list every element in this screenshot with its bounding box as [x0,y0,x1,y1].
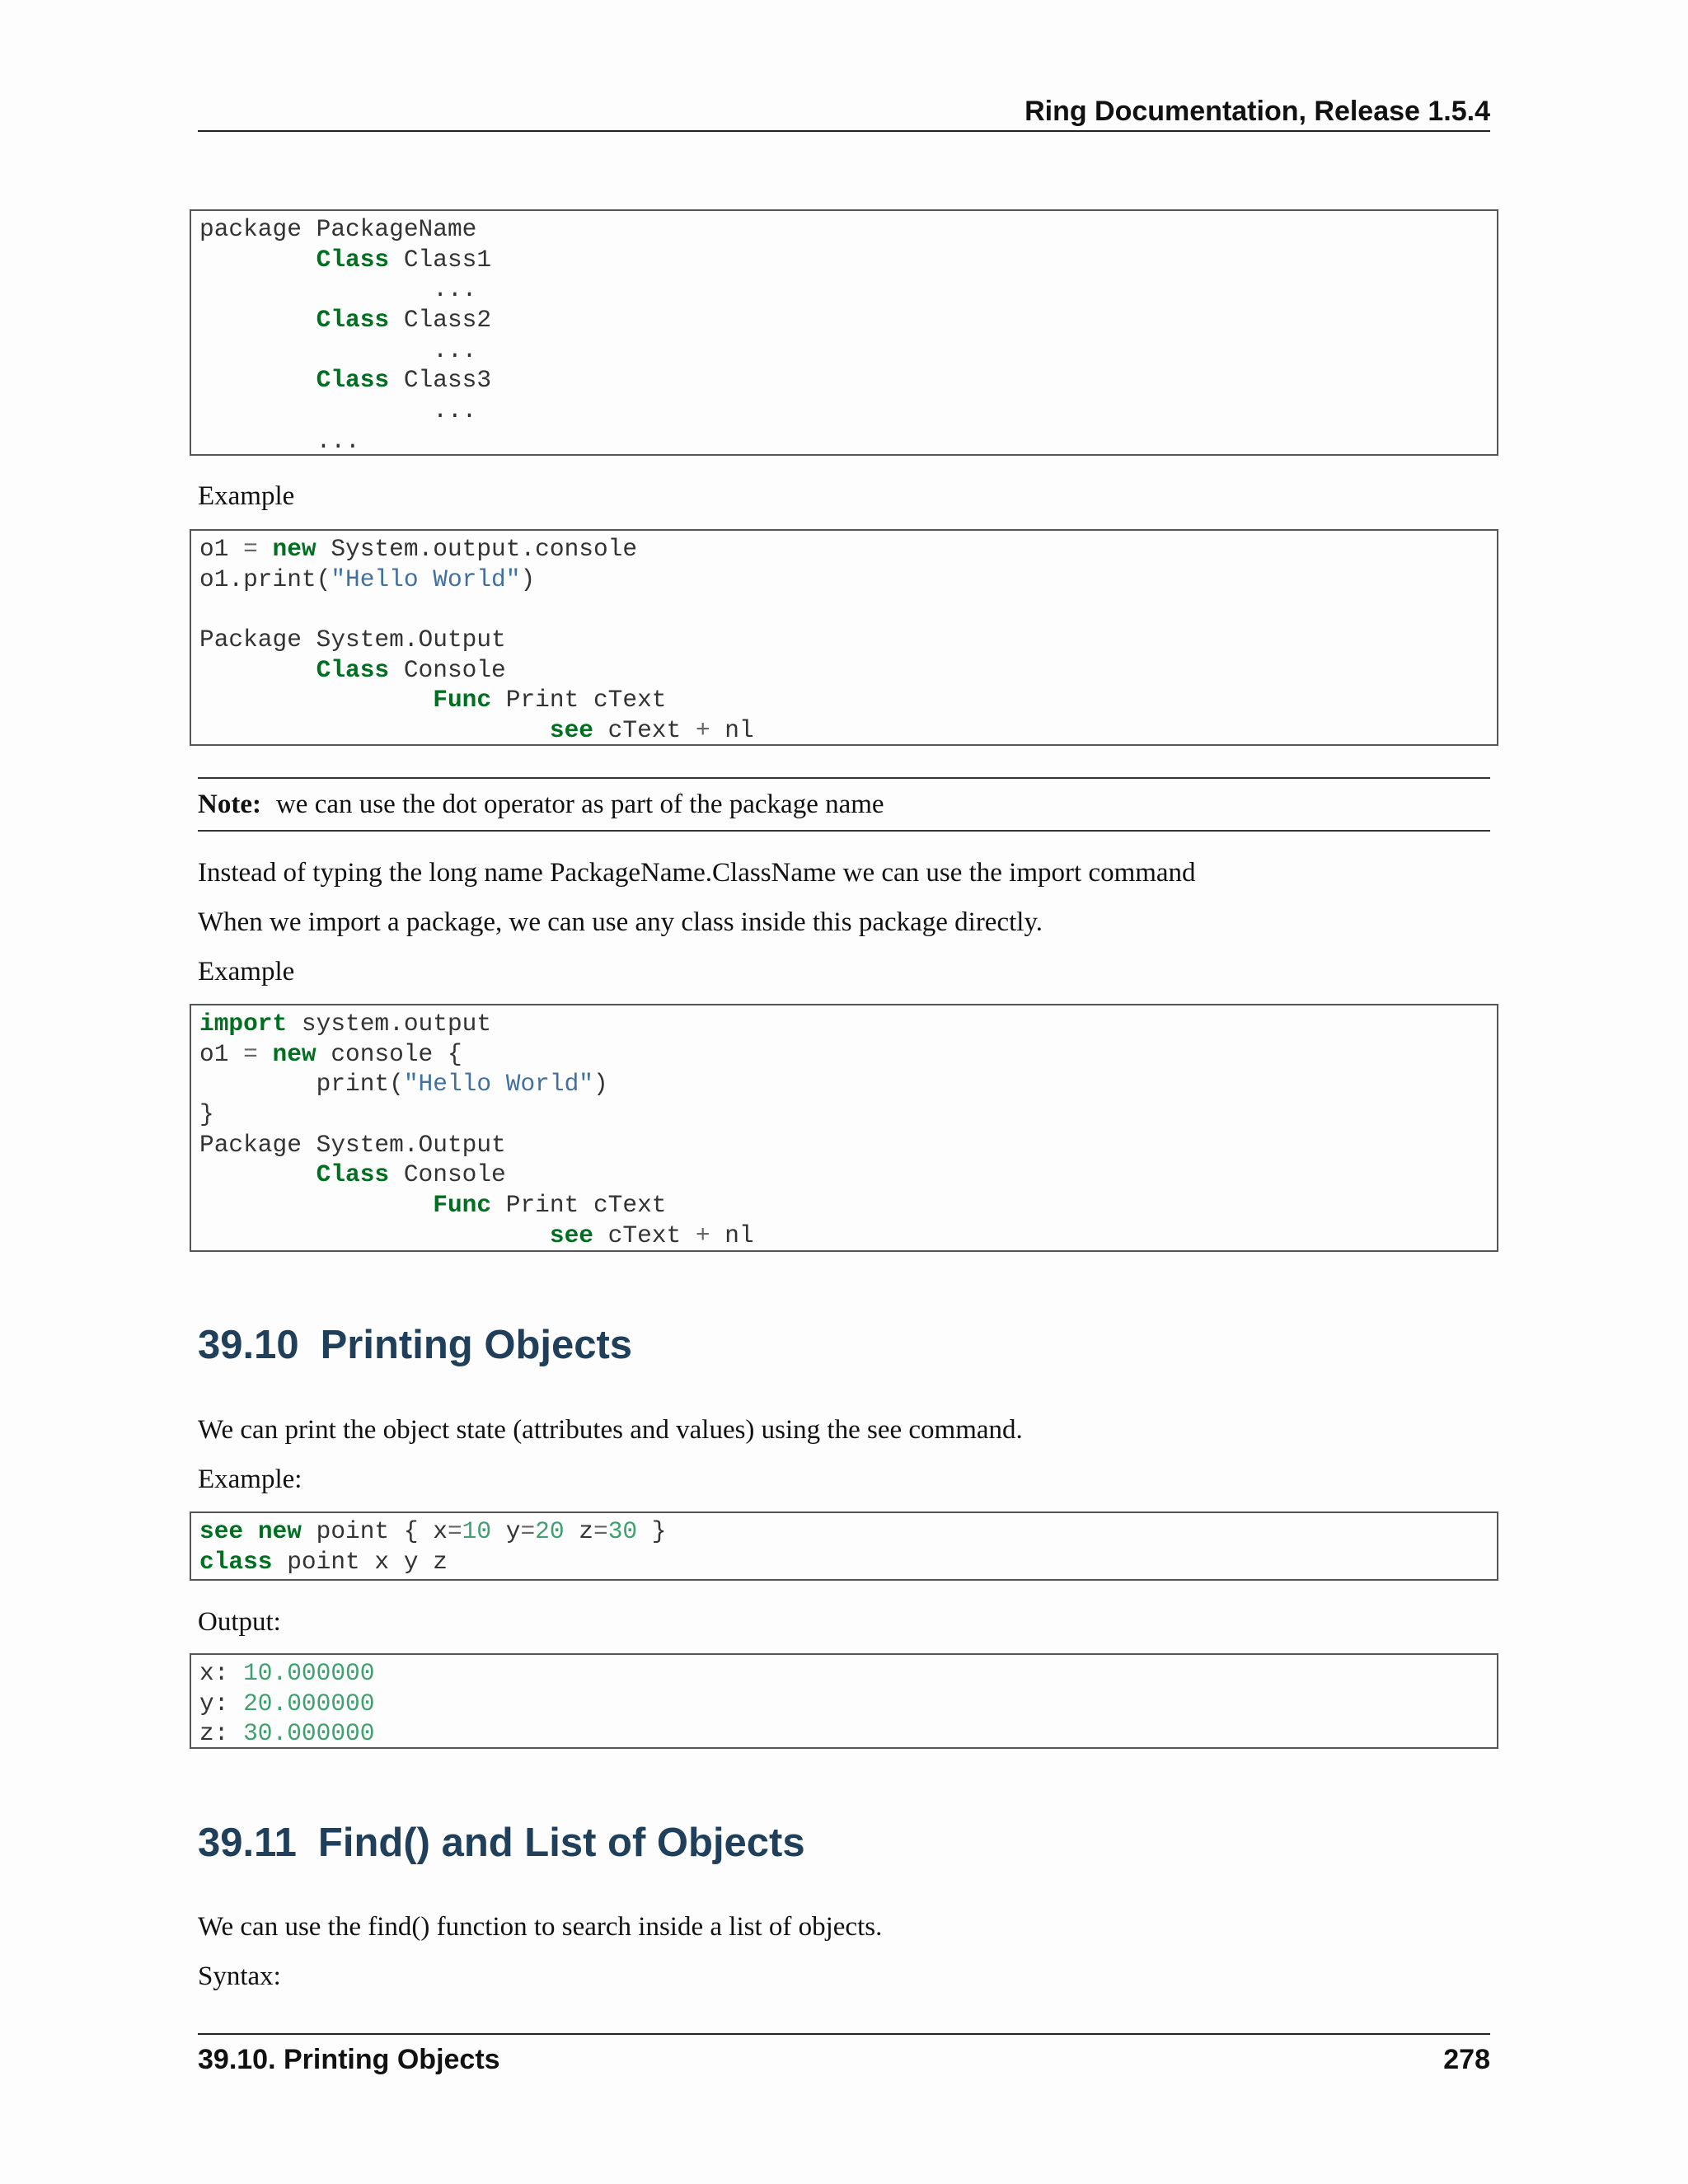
code-token: y: [199,1689,244,1718]
code-token: z: [199,1719,244,1748]
code-token: system.output [287,1010,492,1038]
note-label: Note: [198,790,261,819]
code-token [199,686,433,714]
section-heading-39-10 [198,1320,632,1370]
code-token: Class3 [389,366,492,395]
code-token: Package System.Output [199,1130,506,1159]
code-line [199,1547,1489,1577]
code-token: Console [389,655,506,684]
code-token: cText [593,716,696,745]
code-line [199,1069,1489,1099]
example-label-1: Example [198,481,295,511]
code-token: point { x [301,1517,448,1545]
running-footer [198,2033,1490,2078]
code-token [199,306,316,334]
code-line [199,1039,1489,1070]
code-token: ... [199,396,477,425]
note-text: we can use the dot operator as part of the package name [275,790,884,819]
code-line [199,1221,1489,1251]
code-token: print( [199,1070,404,1099]
code-line [199,1718,1489,1749]
code-token: new [272,535,316,563]
code-token: Class [316,366,390,395]
code-line [199,655,1489,686]
section-title: Find() and List of Objects [317,1821,805,1865]
code-token: y [491,1517,521,1545]
section-heading-39-11 [198,1818,805,1868]
example-label-3: Example: [198,1465,302,1494]
code-token [199,366,316,394]
code-block-example-1 [190,529,1498,746]
code-token [199,1221,550,1249]
code-token [199,1160,316,1188]
code-token: Func [433,686,492,715]
code-line [199,1689,1489,1719]
code-token: Package System.Output [199,626,506,654]
code-token [243,1517,258,1545]
code-token: 20 [535,1517,565,1545]
code-token: see [199,1517,244,1545]
running-header [198,89,1490,132]
code-token: Class1 [389,245,492,274]
code-token: nl [710,716,754,745]
note-box [198,777,1490,832]
code-line [199,214,1489,245]
syntax-label: Syntax: [198,1961,281,1991]
code-line [199,685,1489,715]
code-token: ... [199,275,477,304]
code-line [199,365,1489,396]
code-token: 30 [607,1517,638,1545]
code-token [258,535,273,563]
code-line [199,1658,1489,1689]
code-block-output [190,1653,1498,1749]
paragraph-import-2: When we import a package, we can use any class inside this package directly. [198,907,1043,937]
code-token: point x y z [272,1547,448,1576]
code-line [199,594,1489,625]
header-title: Ring Documentation, Release 1.5.4 [1025,96,1490,127]
code-token: Class [316,655,390,684]
code-token: 10.000000 [243,1659,375,1687]
code-token: = [520,1517,536,1545]
code-token: ... [199,335,477,364]
code-token: Class [316,245,390,274]
code-line [199,1190,1489,1221]
code-token: o1 [199,535,244,563]
code-token [199,1191,433,1219]
page-number: 278 [1443,2044,1490,2075]
code-token: x: [199,1659,244,1687]
code-token: ) [593,1070,608,1099]
code-line [199,274,1489,305]
code-block-example-2 [190,1004,1498,1252]
code-line [199,534,1489,565]
code-token: 20.000000 [243,1689,375,1718]
code-line [199,1009,1489,1039]
code-token: System.output.console [316,535,638,563]
code-token: 10 [462,1517,492,1545]
code-token: 30.000000 [243,1719,375,1748]
code-token: nl [710,1221,754,1249]
code-line [199,1099,1489,1130]
code-token: + [695,1221,710,1249]
footer-section: 39.10. Printing Objects [198,2044,500,2075]
code-token: new [272,1039,316,1068]
code-token: } [199,1100,214,1129]
code-token [199,656,316,684]
code-token: Class [316,306,390,335]
code-block-package-syntax [190,209,1498,456]
code-token: Console [389,1160,506,1189]
code-token: = [243,1039,258,1068]
code-token: "Hello World" [331,565,521,593]
code-token: see [549,716,593,745]
code-line [199,565,1489,595]
code-block-example-3 [190,1511,1498,1581]
code-token: o1.print( [199,565,331,593]
code-token: ... [199,426,360,455]
code-token: class [199,1547,273,1576]
code-token: import [199,1010,288,1038]
paragraph-print: We can print the object state (attributes and values) using the see command. [198,1415,1023,1445]
code-token: see [549,1221,593,1249]
code-line [199,335,1489,366]
code-line [199,715,1489,746]
example-label-2: Example [198,957,295,987]
code-token [199,246,316,274]
code-token: Class2 [389,306,492,335]
code-token: } [637,1517,667,1545]
code-token: ) [520,565,536,593]
code-token: = [243,535,258,563]
code-token: z [564,1517,593,1545]
paragraph-find: We can use the find() function to search inside a list of objects. [198,1912,883,1942]
output-label: Output: [198,1607,281,1637]
paragraph-import-1: Instead of typing the long name PackageName.ClassName we can use the import command [198,858,1196,888]
code-token [199,716,550,744]
code-line [199,426,1489,456]
code-token: Print cText [491,1191,667,1220]
code-token: Print cText [491,686,667,715]
code-token: package PackageName [199,215,477,243]
code-token: cText [593,1221,696,1249]
code-token: new [257,1517,302,1545]
code-line [199,245,1489,275]
code-token: = [447,1517,462,1545]
code-line [199,625,1489,655]
code-token: = [593,1517,608,1545]
code-line [199,305,1489,335]
code-token: o1 [199,1039,244,1068]
section-number: 39.11 [198,1821,297,1865]
section-number: 39.10 [198,1323,299,1367]
section-title: Printing Objects [320,1323,633,1367]
code-line [199,1130,1489,1160]
code-line [199,1160,1489,1190]
code-token: "Hello World" [403,1070,593,1099]
code-token: + [695,716,710,745]
code-line [199,396,1489,426]
code-line [199,1516,1489,1547]
code-token: console { [316,1039,462,1068]
code-token: Class [316,1160,390,1189]
code-token [258,1040,273,1068]
code-token: Func [433,1191,492,1220]
